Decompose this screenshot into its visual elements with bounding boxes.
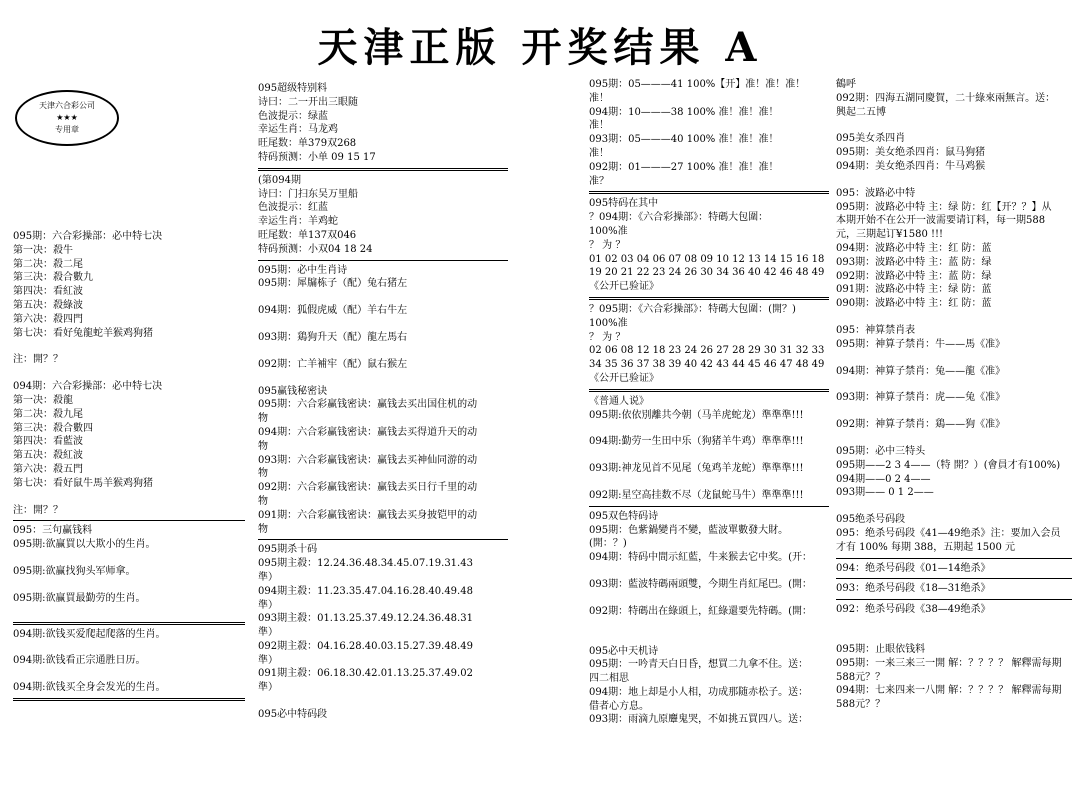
spacer [589,476,829,489]
text-line: 092期：亡羊補牢（配）鼠右猴左 [258,358,408,370]
text-line: 095期:欲赢買以大欺小的生肖。 [13,539,156,551]
text-line: 100%准 [589,317,628,329]
text-line: 準） [258,599,278,611]
spacer [13,491,245,504]
text-line: 095期：止眼依钱料 [836,643,926,655]
spacer [13,579,245,592]
text-line: 095绝杀号码段 [836,514,906,526]
spacer [13,340,245,353]
divider [836,599,1072,600]
text-line: 095期：神算子禁肖：牛——馬《准》 [836,338,1006,350]
divider [589,506,829,507]
text-line: 第一决：殺牛 [13,244,73,256]
text-line: 准！ [589,120,609,132]
double-divider [589,389,829,392]
seal-name: 天津六合彩公司 [39,101,95,110]
double-divider [589,297,829,300]
spacer [836,617,1072,630]
text-line: 第三决：殺合數四 [13,422,93,434]
text-line: ？ 为 ？ [589,331,626,343]
text-line: 094期:勤劳一生田中乐（狗猪羊牛鸡）準準準!!! [589,436,804,448]
text-line: 094期:欲钱看正宗通胜日历。 [13,655,146,667]
spacer [589,592,829,605]
text-line: 色波提示：红蓝 [258,202,328,214]
text-line: 100%准 [589,225,628,237]
column-4 [836,78,1072,712]
text-line: 095期：必中生肖诗 [258,264,348,276]
text-line: 095期：05———41 100%【开】准！准！准！ [589,79,806,90]
text-line: 特码预测：小双04 18 24 [258,243,373,255]
text-line: 34 35 36 37 38 39 40 42 43 44 45 46 47 48 49 [589,359,825,371]
text-line: 物 [258,413,268,425]
text-line: 093：绝杀号码段《18—31绝杀》 [836,583,991,595]
text-line: 092期主殺：04.16.28.40.03.15.27.39.48.49 [258,640,473,652]
text-line: 091期：波路必中特 主：绿 防：蓝 [836,284,992,296]
text-line: 095必中特码段 [258,709,328,721]
text-line: (第094期 [258,174,301,186]
text-line: 093期—— 0 1 2—— [836,487,934,499]
spacer [13,641,245,654]
text-line: 02 06 08 12 18 23 24 26 27 28 29 30 31 32 33 [589,345,825,357]
text-line: 第一决：殺龍 [13,394,73,406]
text-line: 095期：色紫鍋變肖不變，藍波單數發大財。 [589,524,789,536]
company-seal [15,90,119,146]
spacer [589,449,829,462]
text-line: 094期：10———38 100% 准！准！准！ [589,106,779,118]
text-line: 095：波路必中特 [836,187,916,199]
page-title: 天津正版 开奖结果 A [317,24,763,71]
text-line: 093期主殺：01.13.25.37.49.12.24.36.48.31 [258,613,473,625]
text-line: 095期主殺：12.24.36.48.34.45.07.19.31.43 [258,558,473,570]
text-line: 095期:欲赢找狗头军师拿。 [13,565,136,577]
text-line: 094期：美女绝杀四肖：牛马鸡猴 [836,160,986,172]
spacer [589,619,829,632]
spacer [258,345,508,358]
text-line: 准！ [589,147,609,159]
text-line: 094期：地上却是小人相，功成那随赤松子。送： [589,686,809,698]
spacer [13,606,245,619]
text-line: 588元？？ [836,699,886,711]
text-line: 093期：波路必中特 主：蓝 防：绿 [836,256,992,268]
text-line: 095期：六合彩赢钱密诀：赢钱去买出国住机的动 [258,399,478,411]
text-line: 091期：六合彩赢钱密诀：赢钱去买身披铠甲的动 [258,509,478,521]
text-line: 093期:神龙见首不见尾（兔鸡羊龙蛇）準準準!!! [589,463,804,475]
text-line: 095期:欲赢買最勤劳的生肖。 [13,592,146,604]
text-line: 色波提示：绿蓝 [258,110,328,122]
text-line: 095：三句赢钱料 [13,525,93,537]
text-line: 本期开始不在公开一波需要请订料，每一期588 [836,215,1046,227]
text-line: 094期:欲钱买爱爬起爬落的生肖。 [13,628,166,640]
text-line: 第四决：看藍波 [13,436,83,448]
text-line: 094期主殺：11.23.35.47.04.16.28.40.49.48 [258,585,473,597]
column-2 [258,82,508,722]
text-line: 準） [258,627,278,639]
text-line: 094期：六合彩操部：必中特七决 [13,381,163,393]
spacer [836,500,1072,513]
text-line: 01 02 03 04 06 07 08 09 10 12 13 14 15 16 18 [589,253,825,265]
text-line: 092期：特碼出在綠頭上，紅綠還要先特碼。(開： [589,605,812,617]
text-line: ？095期：《六合彩操部》：特碼大包圍：(開？) [589,303,796,315]
text-line: 094期：七来四来一八開 解：？？？？ 解釋需每期 [836,685,1062,697]
text-line: 093期：六合彩赢钱密诀：赢钱去买神仙同游的动 [258,454,478,466]
text-line: 093期：藍波特碼兩頭雙，今期生肖紅尾巴。(開： [589,578,812,590]
text-line: 准！ [589,92,609,104]
spacer [589,422,829,435]
text-line: 準） [258,571,278,583]
spacer [836,352,1072,365]
text-line: 幸运生肖：羊鸡蛇 [258,216,338,228]
spacer [836,174,1072,187]
divider [13,520,245,521]
column-1 [13,230,245,704]
text-line: 物 [258,440,268,452]
text-line: 元，三期起订¥1580 !!! [836,229,944,241]
divider [836,578,1072,579]
double-divider [13,622,245,625]
text-line: 准？ [589,175,609,187]
spacer [836,432,1072,445]
text-line: 095双色特码诗 [589,510,659,522]
text-line: 095期——2 3 4——（特 開？）(會員才有100%) [836,459,1061,471]
text-line: 095必中天机诗 [589,645,659,657]
double-divider [13,698,245,701]
text-line: 第六决：殺四門 [13,313,83,325]
text-line: 第五决：殺紅波 [13,450,83,462]
text-line: 095超级特别料 [258,83,328,94]
text-line: 095期：美女绝杀四肖：鼠马狗猪 [836,147,986,159]
spacer [258,291,508,304]
text-line: 094期：神算子禁肖：兔——龍《准》 [836,365,1006,377]
text-line: 第三决：殺合數九 [13,272,93,284]
text-line: ？094期：《六合彩操部》：特碼大包圍： [589,212,769,224]
spacer [836,119,1072,132]
text-line: 094期：波路必中特 主：红 防：蓝 [836,242,992,254]
text-line: 四二相思 [589,673,629,685]
spacer [258,318,508,331]
spacer [258,372,508,385]
double-divider [258,168,508,171]
text-line: 第二决：殺九尾 [13,408,83,420]
text-line: 095期：一吟青天白日昏，想買二九拿不住。送： [589,659,809,671]
text-line: 準） [258,654,278,666]
text-line: 094期——0 2 4—— [836,473,931,485]
text-line: 095：绝杀号码段《41—49绝杀》注：要加入会员 [836,527,1061,539]
text-line: 鶴呼 [836,79,856,90]
text-line: 095期：犀牖栋子（配）兔右猪左 [258,278,408,290]
text-line: 588元？？ [836,671,886,683]
text-line: 092期：波路必中特 主：蓝 防：绿 [836,270,992,282]
text-line: 095期杀十码 [258,544,318,556]
spacer [836,630,1072,643]
text-line: (開：？) [589,538,627,550]
text-line: 095期：波路必中特 主：绿 防：红【开？？】从 [836,201,1052,213]
spacer [836,378,1072,391]
text-line: 興起二五博 [836,106,886,118]
text-line: 诗曰：二一开出三眼随 [258,96,358,108]
double-divider [589,191,829,194]
text-line: 《公开已验证》 [589,372,659,384]
text-line: 093期：05———40 100% 准！准！准！ [589,134,779,146]
divider [836,558,1072,559]
divider [258,260,508,261]
spacer [13,552,245,565]
text-line: 旺尾数：单137双046 [258,229,357,241]
text-line: 092期:星空高挂数不尽（龙鼠蛇马牛）準準準!!! [589,489,804,501]
text-line: 095美女杀四肖 [836,133,906,145]
text-line: 095期：一来三来三一開 解：？？？？ 解釋需每期 [836,657,1062,669]
seal-stars: ★★★ [56,113,78,122]
column-3 [589,78,829,727]
text-line: 095特码在其中 [589,198,659,210]
text-line: 094：绝杀号码段《01—14绝杀》 [836,562,991,574]
text-line: 092期：神算子禁肖：鶏——狗《准》 [836,419,1006,431]
text-line: 091期主殺：06.18.30.42.01.13.25.37.49.02 [258,668,473,680]
spacer [836,405,1072,418]
text-line: 準） [258,682,278,694]
text-line: 借者心方息。 [589,700,649,712]
text-line: 物 [258,495,268,507]
seal-use: 专用章 [55,125,79,134]
text-line: 第七决：看好鼠牛馬羊猴鸡狗猪 [13,477,153,489]
text-line: 095期：必中三特头 [836,445,926,457]
text-line: 092期：六合彩赢钱密诀：赢钱去买日行千里的动 [258,482,478,494]
text-line: 094期:欲钱买全身会发光的生肖。 [13,682,166,694]
text-line: 第二决：殺二尾 [13,258,83,270]
text-line: 物 [258,523,268,535]
text-line: 幸运生肖：马龙鸡 [258,124,338,136]
text-line: 第七决：看好兔龍蛇羊猴鸡狗猪 [13,327,153,339]
text-line: 第五决：殺綠波 [13,299,83,311]
text-line: 旺尾数：单379双268 [258,138,357,150]
text-line: 095期:依依別離共今朝（马羊虎蛇龙）準準準!!! [589,409,804,421]
text-line: 《普通人说》 [589,395,649,407]
text-line: 095期：六合彩操部：必中特七决 [13,231,163,242]
text-line: 第六决：殺五門 [13,463,83,475]
spacer [13,367,245,380]
text-line: 093期：鶏狗升天（配）龍左馬右 [258,331,408,343]
text-line: 特码预测：小单 09 15 17 [258,151,376,163]
divider [258,539,508,540]
text-line: 19 20 21 22 23 24 26 30 34 36 40 42 46 48 49 [589,267,825,279]
text-line: 094期：特码中間示紅藍，牛来猴去它中奖。(开： [589,552,812,564]
text-line: 092期：01———27 100% 准！准！准！ [589,161,779,173]
spacer [589,632,829,645]
text-line: 092期：四海五湖同慶賀，二十綠來兩無言。送： [836,92,1056,104]
spacer [589,565,829,578]
text-line: 物 [258,468,268,480]
text-line: 095赢钱秘密诀 [258,385,328,397]
text-line: 注：開？？ [13,354,63,366]
text-line: 093期：雨滴九原麞鬼哭，不如挑五買四八。送： [589,714,809,726]
text-line: ？ 为 ？ [589,239,626,251]
text-line: 才有 100% 每期 388，五期起 1500 元 [836,541,1016,553]
text-line: 注：開？？ [13,504,63,516]
text-line: 090期：波路必中特 主：红 防：蓝 [836,298,992,310]
text-line: 《公开已验证》 [589,281,659,293]
spacer [13,668,245,681]
text-line: 第四决：看紅波 [13,286,83,298]
text-line: 诗曰：门扫东吴万里船 [258,188,358,200]
text-line: 095：神算禁肖表 [836,324,916,336]
spacer [258,695,508,708]
text-line: 093期：神算子禁肖：虎——兔《准》 [836,392,1006,404]
text-line: 094期：狐假虎威（配）羊右牛左 [258,305,408,317]
spacer [836,311,1072,324]
text-line: 094期：六合彩赢钱密诀：赢钱去买得道升天的动 [258,426,478,438]
text-line: 092：绝杀号码段《38—49绝杀》 [836,604,991,616]
